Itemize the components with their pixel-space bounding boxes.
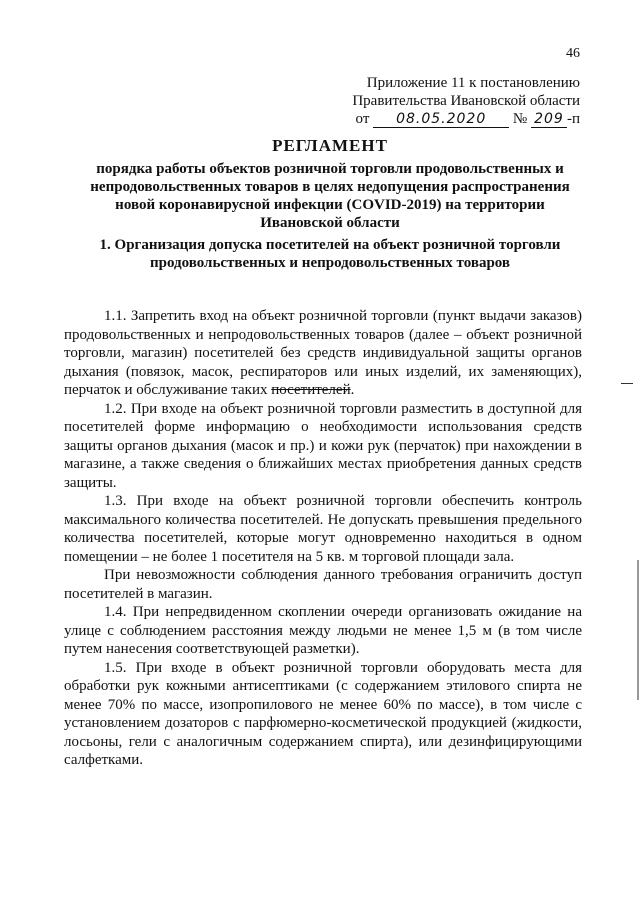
- paragraph-1-1-end: .: [350, 382, 355, 398]
- appendix-date-row: [356, 110, 580, 128]
- scan-edge-line: [637, 560, 639, 700]
- appendix-line-1: Приложение 11 к постановлению: [366, 75, 580, 91]
- margin-dash: [621, 383, 633, 384]
- paragraph-1-1-text: 1.1. Запретить вход на объект розничной торговли (пункт выдачи заказов) продовольственных и непродовольственных товаров (далее – объект розничной торговли, магазин) посетителей без средств индивидуальной защиты органов дыхания (повязок, масок, респираторов или иных изделий, их заменяющих), перчаток и обслуживание таких: [64, 308, 582, 398]
- from-label: от: [355, 111, 370, 127]
- paragraph-1-2: 1.2. При входе на объект розничной торговли разместить в доступной для посетителей форме информацию о необходимости использования средств защиты органов дыхания (масок и пр.) и кожи рук (перчаток) при нахождении в магазине, а также сведения о ближайших местах приобретения данных средств защиты.: [64, 400, 582, 491]
- page-number: 46: [566, 46, 580, 61]
- struck-word: посетителей: [271, 382, 351, 398]
- paragraph-1-3: 1.3. При входе на объект розничной торговли обеспечить контроль максимального количества посетителей. Не допускать превышения предельного количества посетителей, которые могут одновременно находиться в одном помещении – не более 1 посетителя на 5 кв. м торговой площади зала.: [64, 493, 582, 565]
- handwritten-date: 08.05.2020: [373, 112, 509, 128]
- section-title: 1. Организация допуска посетителей на объект розничной торговли продовольственных и непродовольственных товаров: [99, 237, 561, 271]
- document-body: [64, 307, 582, 770]
- document-title: РЕГЛАМЕНТ: [272, 136, 388, 155]
- document-subtitle: порядка работы объектов розничной торговли продовольственных и непродовольственных товаров в целях недопущения распространения новой коронавирусной инфекции (COVID-2019) на территории Ивановской области: [90, 161, 570, 231]
- paragraph-1-4: 1.4. При непредвиденном скоплении очереди организовать ожидание на улице с соблюдением расстояния между людьми не менее 1,5 м (в том числе путем нанесения соответствующей разметки).: [64, 604, 582, 657]
- paragraph-1-1: [64, 307, 582, 400]
- appendix-line-2: Правительства Ивановской области: [352, 93, 580, 109]
- number-suffix: -п: [566, 111, 580, 127]
- number-label: №: [512, 111, 528, 127]
- appendix-header: [352, 74, 580, 128]
- handwritten-number: 209: [531, 112, 567, 128]
- title-block: [80, 136, 580, 232]
- paragraph-restriction: При невозможности соблюдения данного требования ограничить доступ посетителей в магазин.: [64, 567, 582, 602]
- paragraph-1-5: 1.5. При входе в объект розничной торговли оборудовать места для обработки рук кожными антисептиками (с содержанием этилового спирта не менее 70% по массе, изопропилового не менее 60% по массе), в том числе с установлением дозаторов с парфюмерно-косметической продукцией (жидкости, лосьоны, гели с аналогичным содержанием спирта), или дезинфицирующими салфетками.: [64, 659, 582, 768]
